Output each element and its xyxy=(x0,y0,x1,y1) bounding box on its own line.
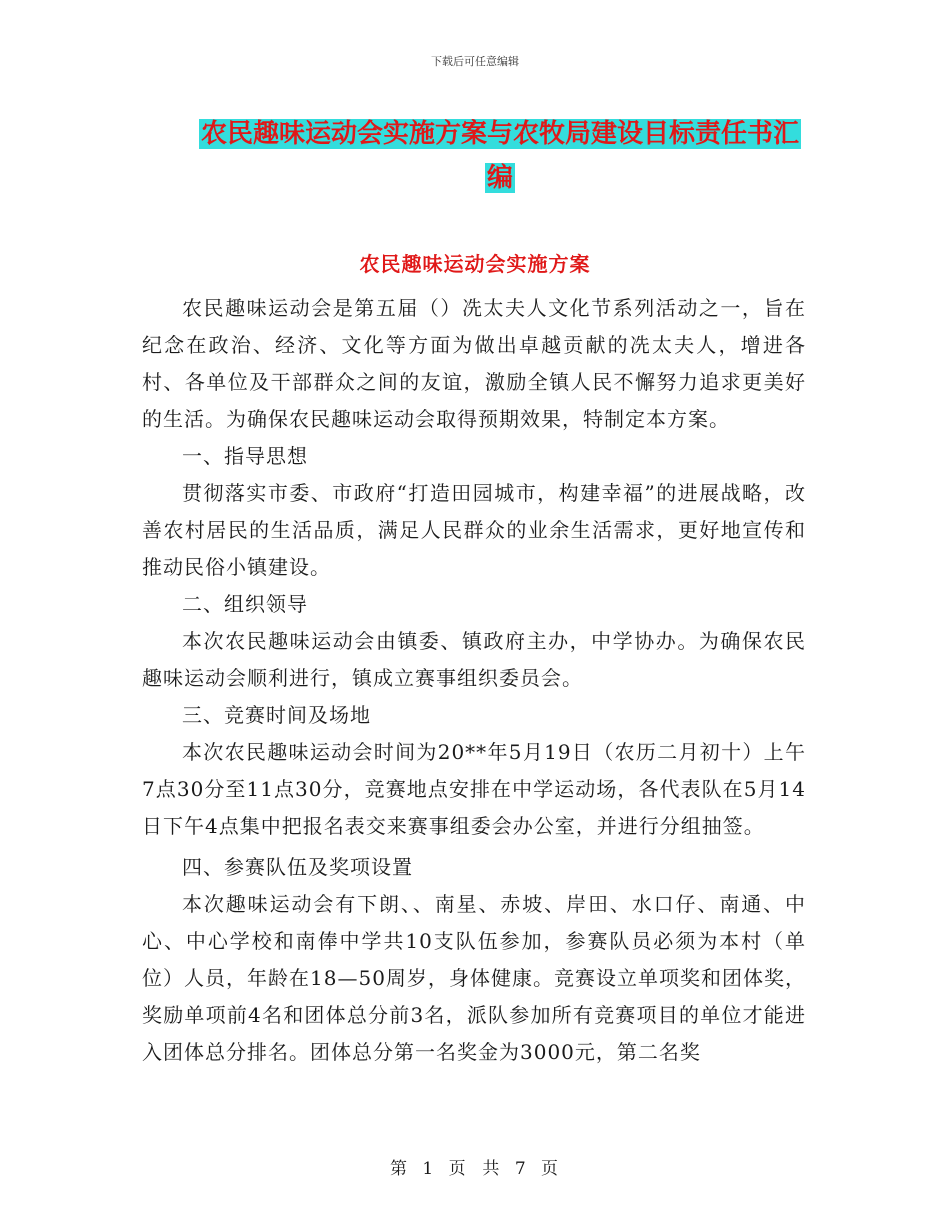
section-title: 农民趣味运动会实施方案 xyxy=(359,252,591,276)
document-title-line1: 农民趣味运动会实施方案与农牧局建设目标责任书汇 xyxy=(200,119,799,149)
header-note: 下载后可任意编辑 xyxy=(431,55,519,68)
paragraph-teams-awards: 本次趣味运动会有下朗、、南星、赤坡、岸田、水口仔、南通、中心、中心学校和南俸中学共10支队伍参加，参赛队员必须为本村（单位）人员，年龄在18—50周岁，身体健康。竞赛设立单项奖和团体奖，奖励单项前4名和团体总分前3名，派队参加所有竞赛项目的单位才能进入团体总分排名。团体总分第一名奖金为3000元，第二名奖 xyxy=(142,892,806,1064)
footer-suffix: 页 xyxy=(541,1159,561,1179)
paragraph-organization: 本次农民趣味运动会由镇委、镇政府主办，中学协办。为确保农民趣味运动会顺利进行，镇成立赛事组织委员会。 xyxy=(142,629,806,690)
footer-total-pages: 7 xyxy=(514,1159,528,1179)
footer-middle: 页 共 xyxy=(448,1159,502,1179)
footer-prefix: 第 xyxy=(389,1159,409,1179)
heading-teams-awards: 四、参赛队伍及奖项设置 xyxy=(182,855,413,879)
footer-page-number: 1 xyxy=(422,1159,436,1179)
page-footer xyxy=(0,1154,950,1179)
heading-time-venue: 三、竞赛时间及场地 xyxy=(182,703,371,727)
document-body xyxy=(142,290,806,1071)
paragraph-intro: 农民趣味运动会是第五届（）冼太夫人文化节系列活动之一，旨在纪念在政治、经济、文化等方面为做出卓越贡献的冼太夫人，增进各村、各单位及干部群众之间的友谊，激励全镇人民不懈努力追求更美好的生活。为确保农民趣味运动会取得预期效果，特制定本方案。 xyxy=(142,296,806,431)
paragraph-guiding-thought: 贯彻落实市委、市政府“打造田园城市，构建幸福”的进展战略，改善农村居民的生活品质，满足人民群众的业余生活需求，更好地宣传和推动民俗小镇建设。 xyxy=(142,481,806,579)
heading-organization: 二、组织领导 xyxy=(182,592,308,616)
document-title-line2: 编 xyxy=(486,163,513,193)
heading-guiding-thought: 一、指导思想 xyxy=(182,444,308,468)
paragraph-time-venue: 本次农民趣味运动会时间为20**年5月19日（农历二月初十）上午7点30分至11点30分，竞赛地点安排在中学运动场，各代表队在5月14日下午4点集中把报名表交来赛事组委会办公室，并进行分组抽签。 xyxy=(142,740,806,838)
document-title xyxy=(190,112,810,200)
